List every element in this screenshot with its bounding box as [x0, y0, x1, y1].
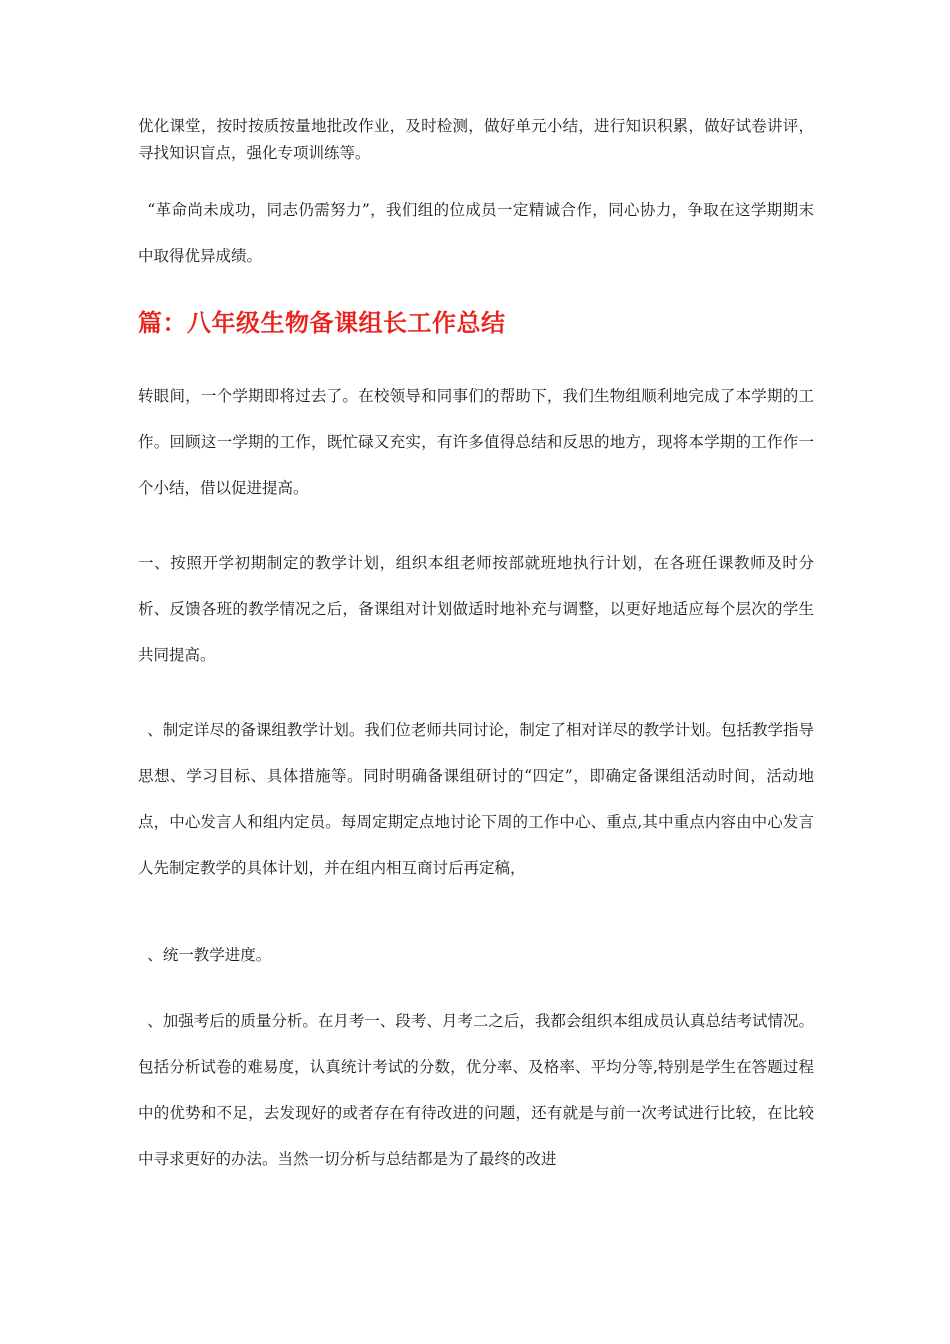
paragraph-7: 、加强考后的质量分析。在月考一、段考、月考二之后，我都会组织本组成员认真总结考试情况。包括分析试卷的难易度，认真统计考试的分数，优分率、及格率、平均分等,特别是学生在答题过程中的优势和不足，去发现好的或者存在有待改进的问题，还有就是与前一次考试进行比较，在比较中寻求更好的办法。当然一切分析与总结都是为了最终的改进	[138, 1012, 814, 1168]
paragraph-4: 一、按照开学初期制定的教学计划，组织本组老师按部就班地执行计划，在各班任课教师及时分析、反馈各班的教学情况之后，备课组对计划做适时地补充与调整，以更好地适应每个层次的学生共同提高。	[138, 554, 814, 664]
paragraph-6: 、统一教学进度。	[147, 946, 272, 964]
paragraph-3: 转眼间，一个学期即将过去了。在校领导和同事们的帮助下，我们生物组顺利地完成了本学期的工作。回顾这一学期的工作，既忙碌又充实，有许多值得总结和反思的地方，现将本学期的工作作一个小结，借以促进提高。	[138, 387, 814, 497]
section-heading: 篇：八年级生物备课组长工作总结	[138, 309, 506, 337]
paragraph-1: 优化课堂，按时按质按量地批改作业，及时检测，做好单元小结，进行知识积累，做好试卷讲评，寻找知识盲点，强化专项训练等。	[138, 117, 814, 162]
paragraph-5: 、制定详尽的备课组教学计划。我们位老师共同讨论，制定了相对详尽的教学计划。包括教学指导思想、学习目标、具体措施等。同时明确备课组研讨的“四定”，即确定备课组活动时间，活动地点，中心发言人和组内定员。每周定期定点地讨论下周的工作中心、重点,其中重点内容由中心发言人先制定教学的具体计划，并在组内相互商讨后再定稿，	[138, 721, 814, 877]
paragraph-2: “革命尚未成功，同志仍需努力”，我们组的位成员一定精诚合作，同心协力，争取在这学期期末中取得优异成绩。	[138, 201, 814, 265]
